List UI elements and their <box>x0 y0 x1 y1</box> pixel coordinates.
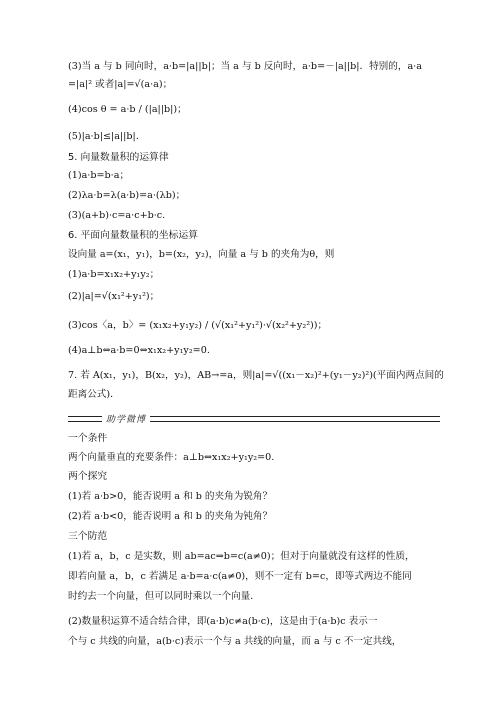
section-heading: 6. 平面向量数量积的坐标运算 <box>68 230 199 241</box>
formula-cos-theta: (4)cos θ = a·b / (|a||b|)； <box>68 104 187 115</box>
section-heading: 三个防范 <box>68 531 108 542</box>
text-line: (5)|a·b|≤|a||b|. <box>68 131 139 142</box>
text-line: (3)当 a 与 b 同向时，a·b=|a||b|；当 a 与 b 反向时，a·b=－|a||b|．特别的，a·a <box>68 61 422 72</box>
text-line: (2)λa·b=λ(a·b)=a·(λb)； <box>68 190 186 201</box>
text-line: 7. 若 A(x₁，y₁)，B(x₂，y₂)，AB→=a，则|a|=√((x₁－x₂)²+(y₁－y₂)²)(平面内两点间的 <box>68 370 444 381</box>
formula-cos-angle: (3)cos〈a，b〉= (x₁x₂+y₁y₂) / (√(x₁²+y₁²)·√(x₂²+y₂²))； <box>68 320 328 331</box>
text-line: (3)(a+b)·c=a·c+b·c. <box>68 210 166 221</box>
text-line: 即若向量 a，b，c 若满足 a·b=a·c(a≠0)，则不一定有 b=c，即等式两边不能同 <box>68 571 412 582</box>
text-line: 距离公式)． <box>68 389 120 400</box>
section-heading: 一个条件 <box>68 433 108 444</box>
text-line: (2)|a|=√(x₁²+y₁²)； <box>68 291 160 302</box>
text-line: 两个向量垂直的充要条件：a⊥b⇔x₁x₂+y₁y₂=0. <box>68 452 275 463</box>
divider-label: 助学微博 <box>102 412 150 425</box>
text-line: (1)若 a，b，c 是实数，则 ab=ac⇒b=c(a≠0)；但对于向量就没有这样的性质， <box>68 551 415 562</box>
text-line: (4)a⊥b⇔a·b=0⇔x₁x₂+y₁y₂=0. <box>68 345 210 356</box>
section-divider <box>68 414 440 424</box>
text-line: (1)a·b=b·a； <box>68 170 130 181</box>
section-heading: 5. 向量数量积的运算律 <box>68 152 169 163</box>
text-line: (1)a·b=x₁x₂+y₁y₂； <box>68 269 160 280</box>
text-line: 设向量 a=(x₁，y₁)，b=(x₂，y₂)，向量 a 与 b 的夹角为θ，则 <box>68 249 335 260</box>
text-line: 时约去一个向量，但可以同时乘以一个向量． <box>68 591 260 602</box>
text-line: (2)若 a·b<0，能否说明 a 和 b 的夹角为钝角？ <box>68 511 273 522</box>
text-line: (1)若 a·b>0，能否说明 a 和 b 的夹角为锐角？ <box>68 491 273 502</box>
section-heading: 两个探究 <box>68 471 108 482</box>
text-line: =|a|² 或者|a|=√(a·a)； <box>68 79 173 90</box>
text-line: 个与 c 共线的向量，a(b·c)表示一个与 a 共线的向量，而 a 与 c 不一定共线， <box>68 636 402 647</box>
text-line: (2)数量积运算不适合结合律，即(a·b)c≠a(b·c)，这是由于(a·b)c 表示一 <box>68 616 378 627</box>
